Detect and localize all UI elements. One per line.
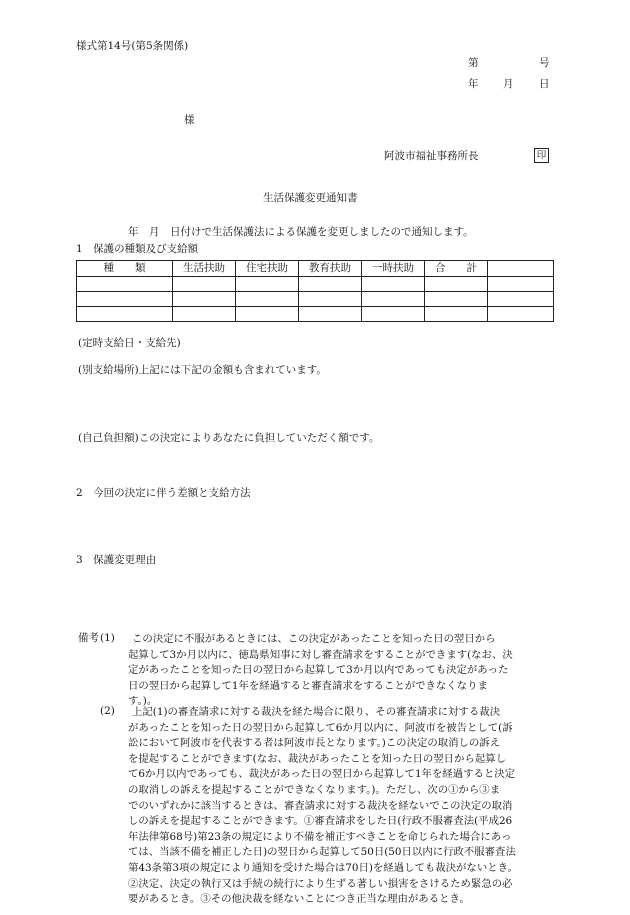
note-line: て6か月以内であっても、裁決があった日の翌日から起算して1年を経過すると決定 [128, 768, 516, 781]
note-line: 日の翌日から起算して1年を経過すると審査請求をすることができなくなりま [128, 679, 488, 692]
header-living: 生活扶助 [173, 261, 236, 277]
table-row [77, 277, 554, 292]
table-cell [77, 277, 173, 292]
table-cell [488, 292, 554, 307]
table-cell [425, 307, 488, 322]
note-line: 訟において阿波市を代表する者は阿波市長となります。)この決定の取消しの訴え [128, 737, 501, 750]
note-line: 定があったことを知った日の翌日から起算して3か月以内であっても決定があった [128, 664, 509, 677]
table-cell [362, 292, 425, 307]
document-number-label: 第 [468, 57, 479, 69]
document-title: 生活保護変更通知書 [263, 192, 358, 204]
date-year-label: 年 [468, 78, 479, 90]
section1-heading: 1 保護の種類及び支給額 [76, 243, 199, 255]
benefit-table [76, 260, 554, 322]
document-number-suffix: 号 [539, 57, 550, 69]
header-total: 合 計 [425, 261, 488, 277]
note-line: を提起することができます(なお、裁決があったことを知った日の翌日から起算し [128, 752, 507, 765]
separate-payment-note: (別支給場所)上記には下記の金額も含まれています。 [78, 364, 327, 376]
note-line: ②決定、決定の執行又は手続の続行により生ずる著しい損害をさけるため緊急の必 [128, 877, 513, 890]
note-line: 第43条第3項の規定により通知を受けた場合は70日)を経過しても裁決がないとき。 [128, 861, 518, 874]
note-line: でのいずれかに該当するときは、審査請求に対する裁決を経ないでこの決定の取消 [128, 799, 513, 812]
header-blank [488, 261, 554, 277]
note-line: 年法律第68号)第23条の規定により不備を補正すべきことを命じられた場合にあっ [128, 830, 512, 843]
section3-heading: 3 保護変更理由 [76, 554, 157, 566]
table-cell [236, 307, 299, 322]
note1-text [128, 632, 513, 710]
table-cell [425, 277, 488, 292]
self-burden-note: (自己負担額)この決定によりあなたに負担していただく額です。 [78, 432, 380, 444]
note-line: の取消しの訴えを提起することができなくなります。)。ただし、次の①から③ま [128, 783, 501, 796]
header-type: 種 類 [77, 261, 173, 277]
notes-label: 備考 [78, 632, 99, 644]
table-cell [362, 307, 425, 322]
note2-number: (2) [100, 705, 115, 717]
table-cell [299, 277, 362, 292]
form-number: 様式第14号(第5条関係) [76, 40, 189, 52]
table-cell [173, 277, 236, 292]
note-line: しの訴えを提起することができます。①審査請求をした日(行政不服審査法(平成26 [128, 815, 513, 828]
issuer-name: 阿波市福祉事務所長 [384, 150, 479, 162]
table-row [77, 307, 554, 322]
table-cell [488, 277, 554, 292]
table-cell [488, 307, 554, 322]
intro-sentence: 年 月 日付けで生活保護法による保護を変更しましたので通知します。 [128, 226, 474, 238]
recipient-honorific: 様 [184, 114, 195, 126]
table-cell [173, 292, 236, 307]
table-cell [236, 277, 299, 292]
table-cell [236, 292, 299, 307]
header-housing: 住宅扶助 [236, 261, 299, 277]
table-cell [77, 307, 173, 322]
table-header-row [77, 261, 554, 277]
date-day-label: 日 [539, 78, 550, 90]
table-row [77, 292, 554, 307]
table-cell [299, 307, 362, 322]
note-line: す。)。 [128, 695, 158, 708]
note-line: 起算して3か月以内に、徳島県知事に対し審査請求をすることができます(なお、決 [128, 648, 513, 661]
note-line: があったことを知った日の翌日から起算して6か月以内に、阿波市を被告として(訴 [128, 721, 513, 734]
note-line: 上記(1)の審査請求に対する裁決を経た場合に限り、その審査請求に対する裁決 [132, 706, 500, 718]
header-temporary: 一時扶助 [362, 261, 425, 277]
payday-label: (定時支給日・支給先) [78, 337, 181, 349]
note-line: 要があるとき。③その他決裁を経ないことにつき正当な理由があるとき。 [128, 893, 470, 906]
table-cell [425, 292, 488, 307]
seal-mark: 印 [534, 148, 549, 163]
section2-heading: 2 今回の決定に伴う差額と支給方法 [76, 487, 251, 499]
note2-text [128, 705, 518, 908]
table-cell [299, 292, 362, 307]
note1-number: (1) [100, 632, 115, 644]
note-line: この決定に不服があるときには、この決定があったことを知った日の翌日から [132, 633, 496, 645]
note-line: ては、当該不備を補正した日)の翌日から起算して50日(50日以内に行政不服審査法 [128, 846, 516, 859]
table-cell [362, 277, 425, 292]
table-cell [77, 292, 173, 307]
table-cell [173, 307, 236, 322]
date-month-label: 月 [503, 78, 514, 90]
header-education: 教育扶助 [299, 261, 362, 277]
